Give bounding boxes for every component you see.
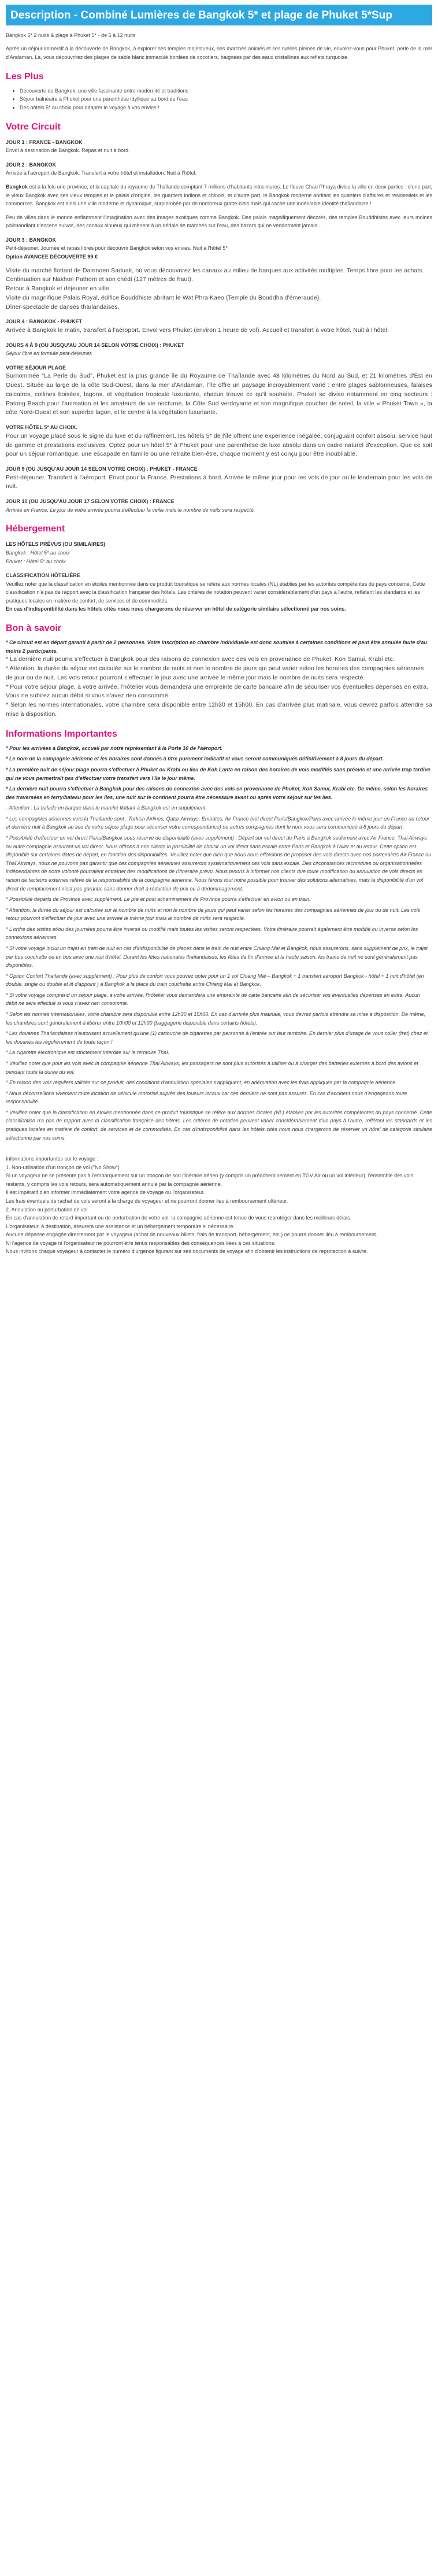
hotel-text: Pour un voyage placé sous le signe du luxe et du raffinement, les hôtels 5* de l'île offrent une expérience inégalée, conjuguant confort absolu, service haut de gamme et prestations exclusives. Optez pour un hôtel 5* à Phuket pour une parenthèse de luxe absolu dans un cadre naturel d'exception. Que ce soit pour un séjour romantique, une escapade en famille ou une retraite bien-être, chaque moment y est conçu pour être inoubliable. xyxy=(6,432,432,458)
info-item: · Attention : La balade en barque dans le marché flottant à Bangkok est en supplément. xyxy=(6,805,207,811)
bon-savoir-text: * Pour votre séjour plage, à votre arrivée, l'hôtelier vous demandera une empreinte de carte bancaire afin de sécuriser vos éventuelles dépenses en extra. Vous ne subirez aucun débit si vous n'avez rien consommé. xyxy=(6,683,429,700)
day-text: Arrivée en France. Le jour de votre arrivée pourra s'effectuer la veille mais le nombre de nuits sera respecté. xyxy=(6,507,255,513)
legal-item: Il est impératif d'en informer immédiatement votre agence de voyage ou l'organisateur. xyxy=(6,1189,205,1196)
option-text: Continuation sur Nakhon Pathom et son chédi (127 mètres de haut). xyxy=(6,276,194,283)
day-text: Séjour libre en formule petit-déjeuner. xyxy=(6,350,93,357)
stay-heading: VOTRE SÉJOUR PLAGE xyxy=(6,364,66,371)
day-text: Envol à destination de Bangkok. Repas et nuit à bord. xyxy=(6,147,130,154)
info-item: * En raison des vols réguliers utilisés sur ce produit, des conditions d'annulation spéciales s'appliquent, en adéquation avec les frais appliqués par la compagnie aérienne. xyxy=(6,1080,397,1086)
page xyxy=(0,0,438,1262)
day-heading: JOUR 2 : BANGKOK xyxy=(6,161,57,168)
option-label: Option AVANCEE DÉCOUVERTE 99 € xyxy=(6,254,98,260)
bangkok-bold: Bangkok xyxy=(6,184,28,190)
day-text: Arrivée à Bangkok le matin, transfert à l'aéroport. Envol vers Phuket (environ 1 heure de vol). Accueil et transfert à votre hôtel. Nuit à l'hôtel. xyxy=(6,326,389,334)
info-item: * Si votre voyage inclut un trajet en train de nuit en cas d'indisponibilité de places dans le train de nuit entre Chiang Mai et Bangkok, nous assurerons, sans supplément de prix, le trajet par bus couchette ou en bus avec une nuit d'hôtel. Durant les fêtes nationales thaïlandaises, les fêtes de fin d'année et la haute saison, les trains de nuit ne sont généralement pas disponibles. xyxy=(6,945,428,969)
bon-savoir-text: * Selon les normes internationales, votre chambre sera disponible entre 12h30 et 15h00. En cas d'arrivée plus matinale, vous devrez parfois attendre sa mise à disposition. xyxy=(6,701,432,718)
option-text: Visite du marché flottant de Damnoen Saduak, où vous découvrirez les canaux au milieu de barques aux activités multiples. Temps libre pour les achats. xyxy=(6,267,424,274)
day-heading: JOUR 3 : BANGKOK xyxy=(6,236,57,243)
legal-heading: Informations importantes sur le voyage : xyxy=(6,1156,99,1162)
hotels-heading: LES HÔTELS PRÉVUS (OU SIMILAIRES) xyxy=(6,541,106,548)
day-heading: JOUR 10 (OU JUSQU'AU JOUR 17 SELON VOTRE CHOIX) : FRANCE xyxy=(6,498,175,505)
info-item: * Le nom de la compagnie aérienne et les horaires sont donnés à titre purement indicatif et vous seront communiqués définitivement à 8 jours du départ. xyxy=(6,756,384,762)
bon-savoir-text: * La dernière nuit pourra s'effectuer à Bangkok pour des raisons de connexion avec des vols en provenance de Phuket, Koh Samui, Krabi etc. xyxy=(6,656,395,663)
info-item: * Pour les arrivées à Bangkok, accueil par notre représentant à la Porte 10 de l'aéroport. xyxy=(6,745,223,751)
info-item: * Veuillez noter que pour les vols avec la compagnie aérienne Thai Airways, les passagers ne sont plus autorisés à utiliser ou à charger des batteries externes à bord des avions et pendant toute la durée du vol. xyxy=(6,1060,418,1075)
info-item: * La première nuit de séjour plage pourra s'effectuer à Phuket ou Krabi ou lieu de Koh Lanta en raison des horaires de vols modifiés sans préavis et une arrivée trop tardive qui ne vous permettrait pas d'effectuer votre transfert vers l'île le jour même. xyxy=(6,767,430,781)
day-text: Petit-déjeuner. Journée et repas libres pour découvrir Bangkok selon vos envies. Nuit à l'hôtel 5* xyxy=(6,245,228,252)
bon-savoir-lead: * Ce circuit est en départ garanti à partir de 2 personnes. Votre inscription en chambre individuelle est donc soumise à certaines conditions et peut être annulée faute d'au moins 2 participants. xyxy=(6,640,427,654)
page-title: Description - Combiné Lumières de Bangkok 5* et plage de Phuket 5*Sup xyxy=(6,5,432,25)
hotel-line: Phuket : Hôtel 5* au choix xyxy=(6,558,66,564)
section-title-bon-savoir: Bon à savoir xyxy=(6,623,62,634)
hotel-line: Bangkok : Hôtel 5* au choix xyxy=(6,550,70,556)
list-item: • Découverte de Bangkok, une ville fascinante entre modernité et traditions xyxy=(20,87,432,95)
day-text: Petit-déjeuner. Transfert à l'aéroport. Envol pour la France. Prestations à bord. Arrivée le même jour pour les vols de jour ou le lendemain pour les vols de nuit. xyxy=(6,474,432,490)
info-item: * Selon les normes internationales, votre chambre sera disponible entre 12h30 et 15h00. En cas d'arrivée plus matinale, vous devrez parfois attendre sa mise à disposition. De même, les chambres sont généralement à libérer entre 10h00 et 12h00 (baggagerie disponible dans certains hôtels). xyxy=(6,1011,426,1026)
info-item: * Attention, la durée du séjour est calculée sur le nombre de nuits et non le nombre de jours qui peut varier selon les horaires des compagnies aériennes de jour ou de nuit. Les vols retour pourront s'effectuer de jour avec une arrivée le même jour mais le nombre de nuits sera respecté. xyxy=(6,907,421,922)
bangkok-description: est à la fois une province, et la capitale du royaume de Thaïlande comptant 7 millions d'habitants intra-muros. Le fleuve Chao Phraya divise la ville en deux parties : d'une part, le vieux Bangkok avec ses vieux temples et le palais d'origine, les quartiers indiens et chinois, et d'autre part, le Bangkok moderne abritant les quartiers d'affaires et résidentiels et les commerces. Bangkok est ainsi une ville moderne et dynamique, surplombée par de nombreux gratte-ciels mais qui cache une indéniable identité thaïlandaise ! xyxy=(6,184,432,207)
day-text: Arrivée à l'aéroport de Bangkok. Transfert à votre hôtel et installation. Nuit à l'hôtel. xyxy=(6,170,197,176)
section-title-infos: Informations Importantes xyxy=(6,729,117,739)
day-heading: JOUR 4 : BANGKOK - PHUKET xyxy=(6,319,83,325)
day-text xyxy=(6,183,432,208)
day-heading: JOUR 1 : FRANCE - BANGKOK xyxy=(6,139,83,145)
legal-item: L'organisateur, à destination, assurera une assistance et un hébergement temporaire si nécessaire. xyxy=(6,1223,235,1229)
hotel-heading: VOTRE HÔTEL 5* AU CHOIX. xyxy=(6,424,77,431)
day-heading: JOURS 4 À 9 (OU JUSQU'AU JOUR 14 SELON VOTRE CHOIX) : PHUKET xyxy=(6,342,184,348)
section-title-hebergement: Hébergement xyxy=(6,524,65,534)
plus-list xyxy=(6,87,432,112)
intro-text: Après un séjour immersif à la découverte de Bangkok, à explorer ses temples majestueux, ses marchés animés et ses ruelles pleines de vie, envolez-vous pour Phuket, perle de la mer d'Andaman. Là, vous découvrirez des plages de sable blanc immaculé bordées de cocotiers, baignées par des eaux cristallines aux reflets turquoise. xyxy=(6,46,432,60)
classification-text-bold: En cas d'indisponibilité dans les hôtels cités nous nous chargerons de réserver un hôtel de catégorie similaire sélectionné par nos soins. xyxy=(6,606,346,612)
legal-item: En cas d'annulation de retard important ou de perturbation de votre vol, la compagnie aérienne est tenue de vous reprotéger dans les meilleurs délais. xyxy=(6,1215,352,1221)
option-text: Retour à Bangkok et déjeuner en ville. xyxy=(6,285,111,293)
info-item: * Les compagnies aériennes vers la Thaïlande sont : Turkish Airlines, Qatar Airways, Emirates, Air France (vol direct Paris/Bangkok/Paris avec arrivée le même jour en France au retour et dernière nuit à Bangkok au lieu de votre séjour plage pour sécuriser votre correspondance) ou autres compagnies dont le nom vous sera communiqué à 8 jours du départ. xyxy=(6,815,430,830)
day-text: Peu de villes dans le monde enflamment l'imagination avec des images exotiques comme Bangkok. Des palais magnifiquement décorés, des temples Bouddhistes avec leurs moines polimondiant d'encens suivas, des canaux sinueux qui mènent à un dédale de marchés sur l'eau, des bazars qui ne vendorment jamais... xyxy=(6,214,432,229)
info-item: * Nous déconseillons vivement toute location de véhicule motorisé auprès des loueurs locaux car ces derniers ne sont pas assurés. En cas d'accident nous n'engageons toute responsabilité. xyxy=(6,1090,407,1105)
legal-item: 2. Annulation ou perturbation de vol xyxy=(6,1206,88,1213)
info-item: * L'ordre des visites et/ou des journées pourra être inversé ou modifié mais toutes les visites seront respectées. Votre itinéraire pourrait également être modifié ou inversé selon les connexions aériennes. xyxy=(6,926,418,941)
classification-heading: CLASSIFICATION HÔTELIÈRE xyxy=(6,572,80,579)
legal-item: Les frais éventuels de rachat de vols seront à la charge du voyageur et ne pourront donner lieu à remboursement ultérieur. xyxy=(6,1198,288,1204)
info-item: * Les douanes Thaïlandaises n'autorisent actuellement qu'une (1) cartouche de cigarettes par personne à l'entrée sur leur territoire. En dernier plus d'usage de vous coller (fret) chez et les douanes les régulièrement de toute façon ! xyxy=(6,1030,428,1045)
info-item: * Option Confort Thaïlande (avec supplément) : Pour plus de confort vous pouvez opter pour un 1 vol Chiang Mai – Bangkok + 1 transfert aéroport Bangkok - hôtel + 1 nuit d'hôtel (en double, single ou double et lit d'appoint ) à Bangkok à la place du train couchette entre Chiang Mai et Bangkok. xyxy=(6,973,424,988)
bon-savoir-text: * Attention, la durée du séjour est calculée sur le nombre de nuits et non le nombre de jours qui peut varier selon les horaires des compagnies aériennes de jour ou de nuit. Les vols retour pourront s'effectuer le jour avec une arrivée le même jour mais le nombre de nuits sera respecté. xyxy=(6,665,424,681)
info-item: * La dernière nuit pourra s'effectuer à Bangkok pour des raisons de connexion avec des vols en provenance de Phuket, Koh Samui, Krabi etc. De même, selon les horaires des traversées en ferry/bateau pour les îles, une nuit sur le continent pourra être nécessaire avant ou après votre séjour sur les îles. xyxy=(6,786,428,800)
option-text: Visite du magnifique Palais Royal, édifice Bouddhiste abritant le Wat Phra Kaeo (Temple du Bouddha d'émeraude). xyxy=(6,294,321,301)
list-item: • Séjour balnéaire à Phuket pour une parenthèse idyllique au bord de l'eau xyxy=(20,95,432,104)
legal-item: 1. Non-utilisation d'un tronçon de vol ("No Show") xyxy=(6,1164,120,1170)
list-item: • Des hôtels 5* au choix pour adapter le voyage à vos envies ! xyxy=(20,104,432,112)
legal-item: Aucune dépense engagée directement par le voyageur (achat de nouveaux billets, frais de transport, hébergement, etc.) ne pourra donner lieu à remboursement. xyxy=(6,1232,377,1238)
info-item: * La cigarette électronique est strictement interdite sur le territoire Thaï. xyxy=(6,1049,170,1056)
info-item: * Possibilité départs de Province avec supplément. Le pré et post acheminement de Province pourra s'effectuer en avion ou en train. xyxy=(6,896,311,903)
info-item: * Veuillez noter que la classification en étoiles mentionnée dans ce produit touristique se réfère aux normes locales (NL) établies par les autorités compétentes du pays concerné. Cette classification n'a pas de rapport avec la classification française des hôtels. Les critères de notation peuvent varier considérablement d'un pays à l'autre, reflétant les standards et les pratiques locales en matière de confort, de services et de commodités. En cas d'indisponibilité dans les hôtels cités nous nous chargerons de réserver un hôtel de catégorie similaire sélectionné par nos soins. xyxy=(6,1109,432,1141)
classification-text: Veuillez noter que la classification en étoiles mentionnée dans ce produit touristique se réfère aux normes locales (NL) établies par les autorités compétentes du pays concerné. Cette classification n'a pas de rapport avec la classification française des hôtels. Les critères de notation peuvent varier considérablement d'un pays à l'autre, reflétant les standards et les pratiques locales en matière de confort, de services et de commodités. xyxy=(6,581,425,604)
info-item: * Possibilité d'effectuer un vol direct Paris/Bangkok sous réserve de disponibilité (avec supplément) : Départ sur vol direct de Paris à Bangkok seulement avec Air France. Thai Airways ou autre compagnie assurant un vol direct. Nous offrons à nos clients la possibilité de choisir un vol direct sans escale entre Paris et Bangkok à l'aller et au retour. Cette option est disponible sur certaines dates de départ, en fonction des disponibilités. Veuillez noter que bien que nous nous efforcions de proposer des vols directs avec nos partenaires Air France ou Thaï Airways, nous ne pouvons pas garantir que ces compagnies aériennes assureront systématiquement ces vols sans escale. Des circonstances techniques ou organisationnelles indépendantes de notre volonté pourraient entraîner des modifications de l'itinéraire prévu. Nous tenons à informer nos clients que toute modification ou annulation de vols directs en raison de facteurs externes relève de la responsabilité de la compagnie aérienne. Nous ferons tout notre possible pour trouver des solutions alternatives, mais la disponibilité d'un vol direct de remplacement n'est pas garantie sans donner droit à réduction de prix ou à dédommagement. xyxy=(6,835,432,892)
legal-item: Si un voyageur ne se présente pas à l'embarquement sur un tronçon de son itinéraire aérien (y compris un préacheminement en TGV Air ou un vol intérieur), l'ensemble des vols restants, y compris les vols retours, sera automatiquement annulé par la compagnie aérienne. xyxy=(6,1173,414,1187)
legal-item: Ni l'agence de voyage ni l'organisateur ne pourront être tenus responsables des conséquences liées à ces situations. xyxy=(6,1240,276,1246)
section-title-circuit: Votre Circuit xyxy=(6,121,61,132)
info-item: * Si votre voyage comprend un séjour plage, à votre arrivée, l'hôtelier vous demandera une empreinte de carte bancaire afin de sécuriser vos éventuelles dépenses en extra. Aucun débit ne sera effectué si vous n'avez rien consommé. xyxy=(6,992,420,1007)
subtitle: Bangkok 5* 2 nuits & plage à Phuket 5* - de 5 à 12 nuits xyxy=(6,32,136,38)
stay-text: Surnommée "La Perle du Sud", Phuket est la plus grande île du Royaume de Thaïlande avec 48 kilomètres du Nord au Sud, et 21 kilomètres d'Est en Ouest. Située au large de la côte Sud-Ouest, dans la mer d'Andaman, l'île offre un paysage incroyablement varié : entre plages sablonneuses, falaises calcaires, collines boisées, lagons, et végétation tropicale luxuriante, chacun trouve ce qu'il souhaite. Phuket se divise notamment en cinq secteurs : Patong Beach pour l'animation et les amateurs de vie nocturne, la Côte Sud verdoyante et son magnifique coucher de soleil, la ville « Phuket Town », la côte Nord-Ouest et son superbe lagon, et le centre à la végétation luxuriante. xyxy=(6,372,432,416)
option-text: Dîner-spectacle de danses thaïlandaises. xyxy=(6,303,120,311)
section-title-plus: Les Plus xyxy=(6,71,44,82)
legal-item: Nous invitons chaque voyageur à contacter le numéro d'urgence figurant sur ses documents de voyage afin d'obtenir les instructions de reprotection à suivre. xyxy=(6,1248,368,1255)
day-heading: JOUR 9 (OU JUSQU'AU JOUR 14 SELON VOTRE CHOIX) : PHUKET - FRANCE xyxy=(6,466,198,472)
